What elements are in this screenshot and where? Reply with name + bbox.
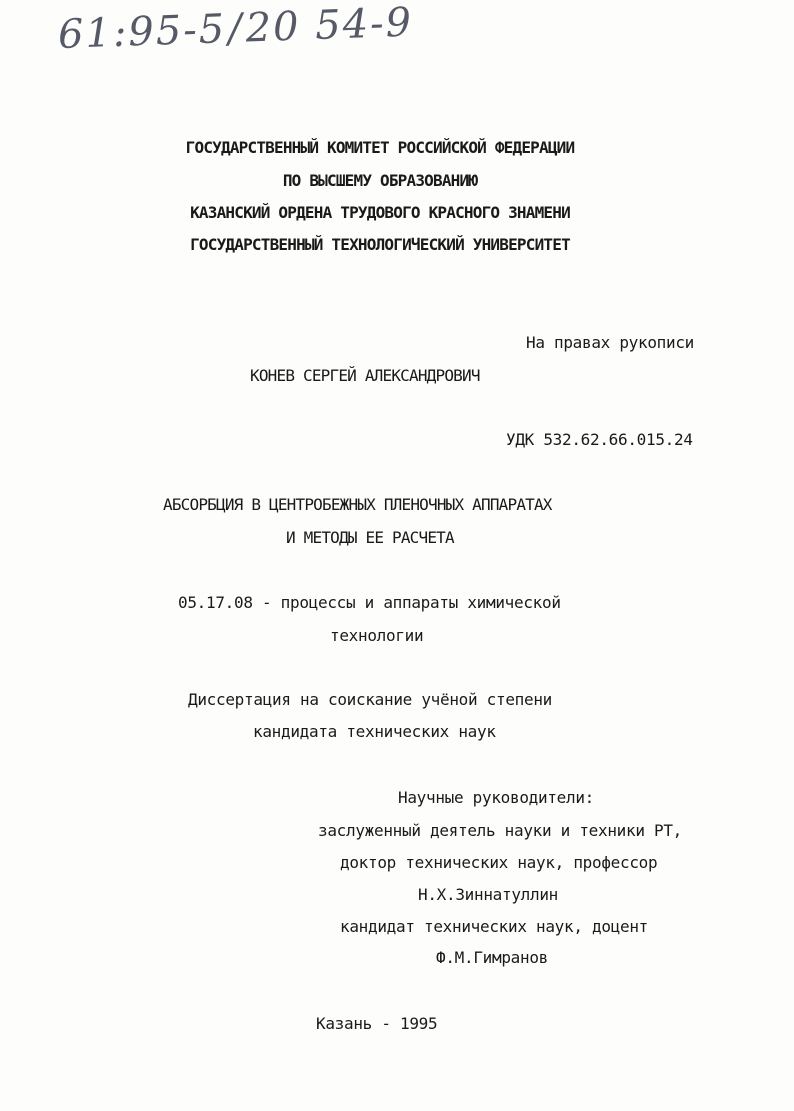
archive-mark-left: 61:95-5 — [57, 6, 227, 58]
header-line-3: КАЗАНСКИЙ ОРДЕНА ТРУДОВОГО КРАСНОГО ЗНАМЕНИ — [190, 203, 570, 222]
supervisor-2-name: Ф.М.Гимранов — [436, 948, 548, 967]
degree-line-1: Диссертация на соискание учёной степени — [188, 690, 552, 709]
title-line-2: И МЕТОДЫ ЕЕ РАСЧЕТА — [286, 528, 454, 547]
udc-code: УДК 532.62.66.015.24 — [506, 430, 693, 449]
archive-mark — [57, 0, 414, 58]
city-year: Казань - 1995 — [316, 1014, 438, 1033]
header-line-2: ПО ВЫСШЕМУ ОБРАЗОВАНИЮ — [282, 171, 478, 190]
supervisor-1-degree: доктор технических наук, профессор — [340, 853, 658, 872]
specialty-line-1: 05.17.08 - процессы и аппараты химической — [178, 593, 561, 612]
degree-line-2: кандидата технических наук — [253, 722, 496, 741]
archive-mark-separator: / — [227, 5, 245, 53]
supervisor-2-degree: кандидат технических наук, доцент — [340, 917, 648, 936]
supervisor-1-name: Н.Х.Зиннатуллин — [418, 885, 558, 904]
title-line-1: АБСОРБЦИЯ В ЦЕНТРОБЕЖНЫХ ПЛЕНОЧНЫХ АППАРАТАХ — [163, 495, 552, 514]
manuscript-note: На правах рукописи — [526, 333, 694, 352]
supervisor-1-title: заслуженный деятель науки и техники РТ, — [318, 821, 682, 840]
header-line-4: ГОСУДАРСТВЕННЫЙ ТЕХНОЛОГИЧЕСКИЙ УНИВЕРСИТЕТ — [190, 235, 570, 254]
specialty-line-2: технологии — [330, 626, 424, 645]
archive-mark-right: 20 54-9 — [244, 0, 414, 52]
header-line-1: ГОСУДАРСТВЕННЫЙ КОМИТЕТ РОССИЙСКОЙ ФЕДЕРАЦИИ — [185, 138, 575, 157]
supervisors-heading: Научные руководители: — [398, 788, 594, 807]
author-name: КОНЕВ СЕРГЕЙ АЛЕКСАНДРОВИЧ — [250, 366, 480, 385]
